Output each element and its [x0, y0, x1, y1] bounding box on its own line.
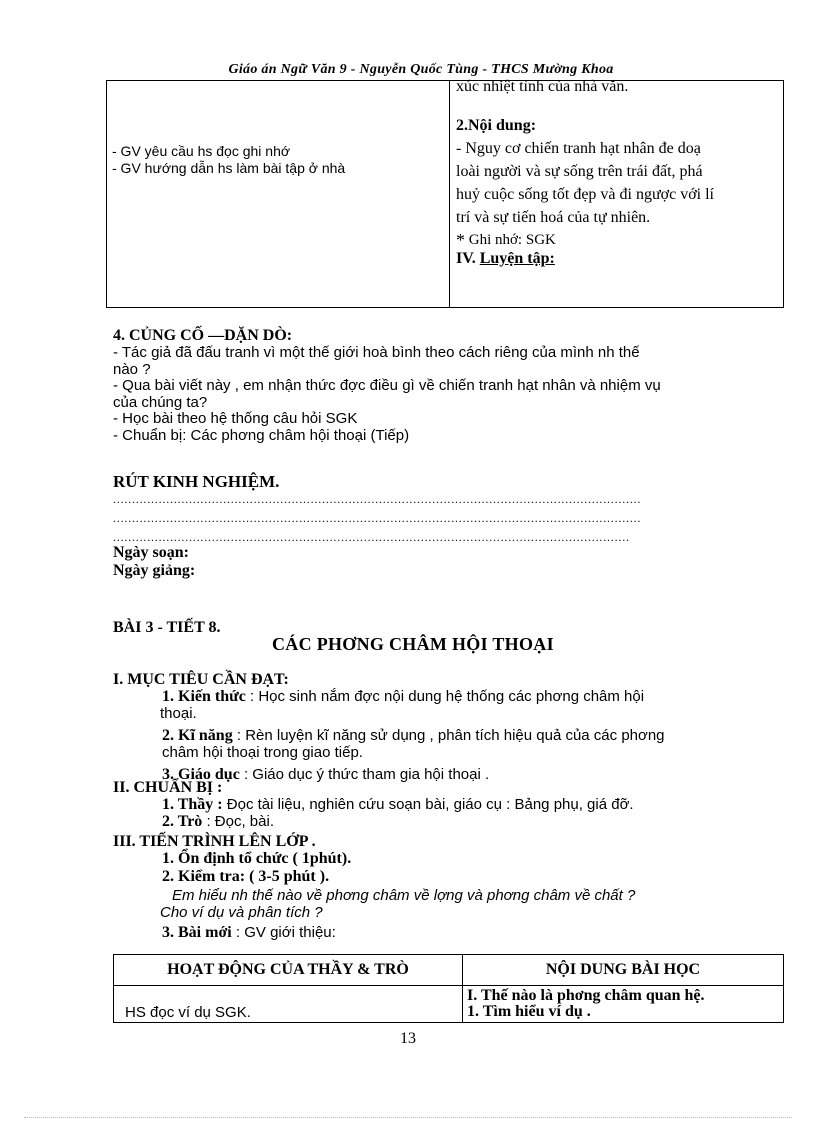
- education-label: 3. Giáo dục: [162, 766, 240, 783]
- content-subheading: 1. Tìm hiểu ví dụ .: [467, 1003, 591, 1020]
- page-header: Giáo án Ngữ Văn 9 - Nguyễn Quốc Tùng - THCS Mường Khoa: [228, 62, 614, 77]
- skill-label: 2. Kĩ năng: [162, 727, 233, 744]
- activity-line: - GV yêu cầu hs đọc ghi nhớ: [112, 143, 291, 159]
- skill-text: : Rèn luyện kĩ năng sử dụng , phân tích hiệu quả của các phơng: [232, 727, 665, 744]
- preparation-body: [162, 796, 762, 830]
- date-teach: Ngày giảng:: [113, 562, 196, 579]
- new-lesson-label: 3. Bài mới: [162, 924, 232, 941]
- content-heading: 2.Nội dung:: [456, 117, 537, 134]
- check-question-2: Cho ví dụ và phân tích ?: [160, 904, 323, 921]
- content-line: loài người và sự sống trên trái đất, phá: [456, 163, 703, 180]
- objectives-heading: I. MỤC TIÊU CẦN ĐẠT:: [113, 671, 289, 688]
- consolidate-list: [113, 345, 773, 444]
- education-text: : Giáo dục ý thức tham gia hội thoại .: [239, 766, 490, 783]
- page-number: 13: [400, 1030, 416, 1047]
- table-header-content: NỘI DUNG BÀI HỌC: [463, 955, 784, 986]
- consolidate-heading: 4. CỦNG CỐ —DẶN DÒ:: [113, 327, 293, 344]
- content-line: huỷ cuộc sống tốt đẹp và đi ngược với lí: [456, 186, 714, 203]
- page-divider: [24, 1117, 792, 1118]
- date-prepare: Ngày soạn:: [113, 544, 190, 561]
- practice-num: IV.: [456, 250, 476, 267]
- new-lesson-text: : GV giới thiệu:: [231, 924, 336, 941]
- consolidate-line: của chúng ta?: [113, 393, 208, 411]
- activity-cell: [107, 81, 450, 308]
- content-line: xúc nhiệt tình của nhà văn.: [456, 78, 629, 95]
- activity-line: - GV hướng dẫn hs làm bài tập ở nhà: [112, 160, 346, 176]
- content-cell: [463, 986, 784, 1023]
- skill-text-2: châm hội thoại trong giao tiếp.: [162, 744, 363, 761]
- objectives-body: [162, 688, 762, 783]
- dotted-line: ........................................................................................................................................: [113, 530, 630, 544]
- lesson-label: BÀI 3 - TIẾT 8.: [113, 619, 221, 636]
- content-line: trí và sự tiến hoá của tự nhiên.: [456, 209, 651, 226]
- experience-heading: RÚT KINH NGHIỆM.: [113, 472, 280, 491]
- process-step-2: 2. Kiểm tra: ( 3-5 phút ).: [162, 868, 330, 885]
- student-text: : Đọc, bài.: [202, 813, 274, 830]
- knowledge-label: 1. Kiến thức: [162, 688, 246, 705]
- consolidate-line: nào ?: [113, 360, 151, 378]
- process-step-1: 1. Ổn định tổ chức ( 1phút).: [162, 850, 352, 867]
- process-body: [162, 850, 762, 941]
- consolidate-line: - Chuẩn bị: Các phơng châm hội thoại (Tiếp): [113, 426, 410, 444]
- knowledge-text: : Học sinh nắm đợc nội dung hệ thống các phơng châm hội: [245, 688, 645, 705]
- consolidate-line: - Tác giả đã đấu tranh vì một thế giới hoà bình theo cách riêng của mình nh thế: [113, 344, 640, 361]
- knowledge-text-2: thoại.: [160, 705, 197, 722]
- note-star: *: [456, 230, 465, 250]
- content-heading: I. Thế nào là phơng châm quan hệ.: [467, 987, 705, 1004]
- note-text: Ghi nhớ: SGK: [468, 232, 556, 248]
- dotted-line: ...........................................................................................................................................: [113, 492, 642, 506]
- student-label: 2. Trò: [162, 813, 203, 830]
- table-header-activity: HOẠT ĐỘNG CỦA THẦY & TRÒ: [114, 955, 463, 986]
- consolidate-line: - Học bài theo hệ thống câu hỏi SGK: [113, 410, 358, 427]
- check-question: Em hiểu nh thế nào về phơng châm về lợng và phơng châm về chất ?: [172, 887, 636, 904]
- content-line: - Nguy cơ chiến tranh hạt nhân đe doạ: [456, 140, 701, 157]
- practice-label: Luyện tập:: [479, 250, 555, 267]
- teacher-label: 1. Thầy :: [162, 796, 223, 813]
- activity-text: HS đọc ví dụ SGK.: [125, 1004, 251, 1021]
- activity-cell: [114, 986, 463, 1023]
- preparation-heading: II. CHUẨN BỊ :: [113, 779, 223, 796]
- process-heading: III. TIẾN TRÌNH LÊN LỚP .: [113, 833, 316, 850]
- teacher-text: Đọc tài liệu, nghiên cứu soạn bài, giáo cụ : Bảng phụ, giá đỡ.: [222, 796, 634, 813]
- lesson-table-continued: [106, 80, 784, 308]
- content-cell: [450, 78, 784, 308]
- consolidate-line: - Qua bài viết này , em nhận thức đợc điều gì về chiến tranh hạt nhân và nhiệm vụ: [113, 377, 661, 394]
- dotted-line: ...........................................................................................................................................: [113, 511, 642, 525]
- lesson-table: [113, 954, 784, 1023]
- lesson-title: CÁC PHƠNG CHÂM HỘI THOẠI: [272, 634, 554, 654]
